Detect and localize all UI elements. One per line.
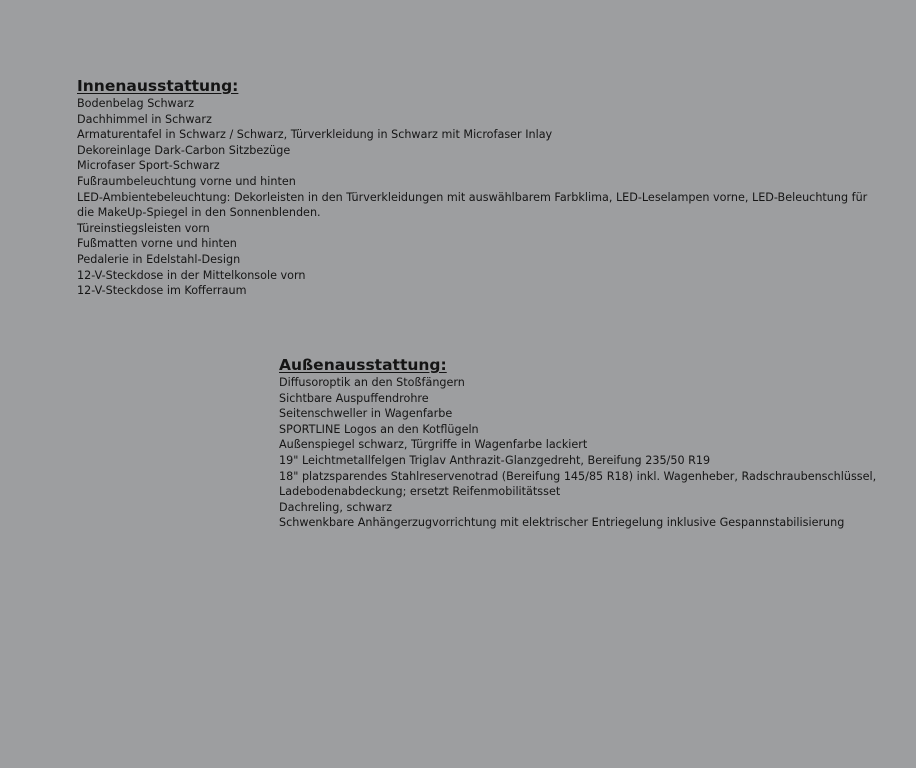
interior-item: Pedalerie in Edelstahl-Design [77, 252, 241, 266]
interior-item: Bodenbelag Schwarz [77, 97, 195, 110]
exterior-list [279, 375, 899, 531]
interior-item: Microfaser Sport-Schwarz [77, 159, 220, 173]
interior-item: Türeinstiegsleisten vorn [77, 221, 210, 235]
interior-list [77, 96, 877, 299]
exterior-section [279, 355, 899, 531]
interior-item: LED-Ambientebeleuchtung: Dekorleisten in den Türverkleidungen mit auswählbarem Farbklima, LED-Leselampen vorne, LED-Beleuchtung für die MakeUp-Spiegel in den Sonnenblenden. [77, 190, 868, 220]
exterior-item: Schwenkbare Anhängerzugvorrichtung mit elektrischer Entriegelung inklusive Gespannstabilisierung [279, 516, 845, 530]
interior-item: Dekoreinlage Dark-Carbon Sitzbezüge [77, 143, 291, 157]
interior-item: Fußmatten vorne und hinten [77, 237, 237, 251]
interior-item: Dachhimmel in Schwarz [77, 112, 212, 126]
interior-section [77, 76, 877, 299]
exterior-item: 19" Leichtmetallfelgen Triglav Anthrazit-Glanzgedreht, Bereifung 235/50 R19 [279, 453, 711, 467]
exterior-item: 18" platzsparendes Stahlreservenotrad (Bereifung 145/85 R18) inkl. Wagenheber, Radschraubenschlüssel, Ladebodenabdeckung; ersetzt Reifenmobilitätsset [279, 469, 877, 499]
exterior-item: Diffusoroptik an den Stoßfängern [279, 376, 465, 389]
exterior-heading: Außenausstattung: [279, 356, 447, 374]
interior-item: Armaturentafel in Schwarz / Schwarz, Türverkleidung in Schwarz mit Microfaser Inlay [77, 128, 553, 142]
interior-item: Fußraumbeleuchtung vorne und hinten [77, 174, 296, 188]
interior-heading: Innenausstattung: [77, 77, 239, 95]
exterior-item: Sichtbare Auspuffendrohre [279, 391, 429, 405]
exterior-item: SPORTLINE Logos an den Kotflügeln [279, 422, 479, 436]
exterior-item: Seitenschweller in Wagenfarbe [279, 407, 453, 421]
exterior-item: Dachreling, schwarz [279, 500, 393, 514]
exterior-item: Außenspiegel schwarz, Türgriffe in Wagenfarbe lackiert [279, 438, 588, 452]
interior-item: 12-V-Steckdose im Kofferraum [77, 284, 247, 298]
interior-item: 12-V-Steckdose in der Mittelkonsole vorn [77, 268, 306, 282]
